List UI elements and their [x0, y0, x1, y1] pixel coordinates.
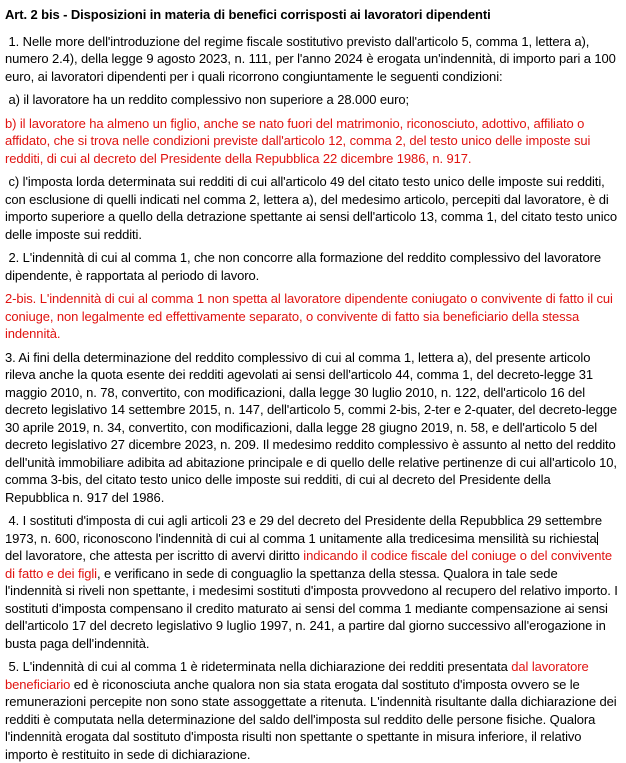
text-run: 1. Nelle more dell'introduzione del regime fiscale sostitutivo previsto dall'articolo 5, comma 1, lettera a), numero 2.4), della legge 9 agosto 2023, n. 111, per l'anno 2024 è erogata un'indennità, di importo pari a 100 euro, ai lavoratori dipendenti per i quali ricorrono congiuntamente le seguenti condizioni:: [5, 34, 619, 84]
text-run: 3. Ai fini della determinazione del reddito complessivo di cui al comma 1, lettera a), del presente articolo rileva anche la quota esente dei redditi agevolati ai sensi dell'articolo 44, comma 1, del decreto-legge 31 maggio 2010, n. 78, convertito, con modificazioni, dalla legge 30 luglio 2010, n. 122, dell'articolo 16 del decreto legislativo 14 settembre 2015, n. 147, dell'articolo 5, commi 2-bis, 2-ter e 2-quater, del decreto-legge 30 aprile 2019, n. 34, convertito, con modificazioni, dalla legge 28 giugno 2019, n. 58, e dell'articolo 5 del decreto legislativo 27 dicembre 2023, n. 209. Il medesimo reddito complessivo è assunto al netto del reddito dell'unità immobiliare adibita ad abitazione principale e di quello delle relative pertinenze di cui all'articolo 10, comma 3-bis, del citato testo unico delle imposte sui redditi, di cui al decreto del Presidente della Repubblica n. 917 del 1986.: [5, 350, 621, 505]
paragraph-lettera-c[interactable]: [5, 173, 618, 243]
text-run: del lavoratore, che attesta per iscritto di avervi diritto: [5, 531, 601, 564]
text-run: , e verificano in sede di conguaglio la spettanza della stessa. Qualora in tale sede l'indennità si riveli non spettante, i medesimi sostituti d'imposta provvedono al recupero del relativo importo. I sostituti d'imposta compensano il credito maturato ai sensi del comma 1 mediante compensazione ai sensi dell'articolo 17 del decreto legislativo 9 luglio 1997, n. 241, a partire dal giorno successivo all'erogazione in busta paga dell'indennità.: [5, 566, 621, 651]
document-canvas[interactable]: [5, 33, 618, 763]
amended-text-run: indicando il codice fiscale del coniuge o del convivente di fatto e dei figli: [5, 548, 616, 581]
paragraph-lettera-b[interactable]: [5, 115, 618, 168]
text-run: 4. I sostituti d'imposta di cui agli articoli 23 e 29 del decreto del Presidente della Repubblica 29 settembre 1973, n. 600, riconoscono l'indennità di cui al comma 1 unitamente alla tredicesima mensilità su richiesta: [5, 513, 605, 546]
paragraph-comma-2bis[interactable]: [5, 290, 618, 343]
paragraph-comma-3[interactable]: [5, 349, 618, 507]
paragraph-comma-1[interactable]: [5, 33, 618, 86]
text-run: 2. L'indennità di cui al comma 1, che non concorre alla formazione del reddito complessivo del lavoratore dipendente, è rapportata al periodo di lavoro.: [5, 250, 605, 283]
text-run: 5. L'indennità di cui al comma 1 è rideterminata nella dichiarazione dei redditi presentata: [5, 659, 511, 674]
paragraph-comma-5[interactable]: [5, 658, 618, 763]
paragraph-lettera-a[interactable]: [5, 91, 618, 109]
paragraph-comma-2[interactable]: [5, 249, 618, 284]
amended-text-run: 2-bis. L'indennità di cui al comma 1 non spetta al lavoratore dipendente coniugato o convivente di fatto il cui coniuge, non legalmente ed effettivamente separato, o convivente di fatto sia beneficiario della stessa indennità.: [5, 291, 616, 341]
amended-text-run: b) il lavoratore ha almeno un figlio, anche se nato fuori del matrimonio, riconosciuto, adottivo, affiliato o affidato, che si trova nelle condizioni previste dall'articolo 12, comma 2, del testo unico delle imposte sui redditi, di cui al decreto del Presidente della Repubblica 22 dicembre 1986, n. 917.: [5, 116, 594, 166]
paragraph-comma-4[interactable]: [5, 512, 618, 652]
document-title[interactable]: Art. 2 bis - Disposizioni in materia di benefici corrisposti ai lavoratori dipendenti: [5, 6, 618, 24]
text-run: c) l'imposta lorda determinata sui redditi di cui all'articolo 49 del citato testo unico delle imposte sui redditi, con esclusione di quelli indicati nel comma 2, lettera a), del medesimo articolo, percepiti dal lavoratore, è di importo superiore a quello della detrazione spettante ai sensi dell'articolo 13, comma 1, del citato testo unico delle imposte sui redditi.: [5, 174, 621, 242]
text-run: a) il lavoratore ha un reddito complessivo non superiore a 28.000 euro;: [5, 92, 409, 107]
text-run: ed è riconosciuta anche qualora non sia stata erogata dal sostituto d'imposta ovvero se le remunerazioni percepite non sono state assoggettate a ritenuta. L'indennità risultante dalla dichiarazione dei redditi è computata nella determinazione del saldo dell'imposta sul reddito delle persone fisiche. Qualora l'indennità erogata dal sostituto d'imposta risulti non spettante o spettante in misura inferiore, il relativo importo è restituito in sede di dichiarazione.: [5, 677, 620, 762]
amended-text-run: dal lavoratore beneficiario: [5, 659, 592, 692]
